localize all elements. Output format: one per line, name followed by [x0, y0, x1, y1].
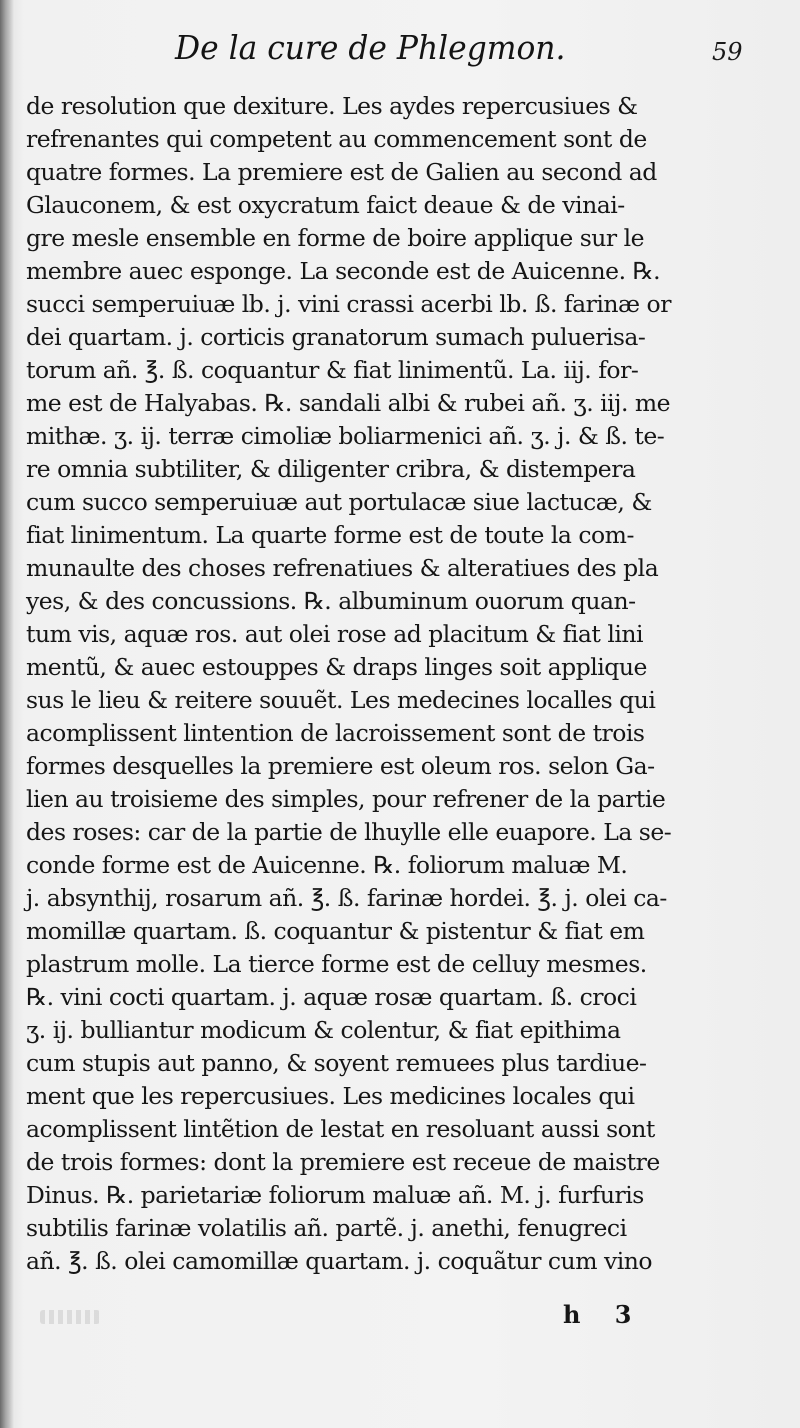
text-line: refrenantes qui competent au commencement sont de — [26, 125, 647, 153]
page-footer — [0, 1298, 800, 1338]
page-number: 59 — [712, 38, 743, 66]
text-line: sus le lieu & reitere souuẽt. Les medecines localles qui — [26, 686, 656, 714]
text-line: munaulte des choses refrenatiues & alteratiues des pla — [26, 554, 659, 582]
text-line: cum succo semperuiuæ aut portulacæ siue lactucæ, & — [26, 488, 652, 516]
text-line: momillæ quartam. ß. coquantur & pistentur & fiat em — [26, 917, 645, 945]
text-line: re omnia subtiliter, & diligenter cribra, & distempera — [26, 455, 636, 483]
text-block — [26, 90, 786, 1300]
binding-gutter-shadow — [0, 0, 14, 1428]
text-line: ℞. vini cocti quartam. j. aquæ rosæ quartam. ß. croci — [26, 983, 637, 1011]
text-line: ʒ. ij. bulliantur modicum & colentur, & fiat epithima — [26, 1016, 621, 1044]
text-line: añ. ℥. ß. olei camomillæ quartam. j. coquãtur cum vino — [26, 1247, 653, 1275]
text-line: plastrum molle. La tierce forme est de celluy mesmes. — [26, 950, 647, 978]
text-line: Glauconem, & est oxycratum faict deaue & de vinai- — [26, 191, 625, 219]
text-line: gre mesle ensemble en forme de boire applique sur le — [26, 224, 645, 252]
text-line: fiat linimentum. La quarte forme est de toute la com- — [26, 521, 634, 549]
text-line: yes, & des concussions. ℞. albuminum ouorum quan- — [26, 587, 636, 615]
text-line: acomplissent lintention de lacroissement sont de trois — [26, 719, 645, 747]
text-line: dei quartam. j. corticis granatorum sumach puluerisa- — [26, 323, 646, 351]
running-head: De la cure de Phlegmon. — [175, 28, 566, 67]
text-line: subtilis farinæ volatilis añ. partẽ. j. anethi, fenugreci — [26, 1214, 627, 1242]
text-line: lien au troisieme des simples, pour refrener de la partie — [26, 785, 666, 813]
text-line: Dinus. ℞. parietariæ foliorum maluæ añ. M. j. furfuris — [26, 1181, 644, 1209]
text-line: cum stupis aut panno, & soyent remuees plus tardiue- — [26, 1049, 647, 1077]
text-line: succi semperuiuæ lb. j. vini crassi acerbi lb. ß. farinæ or — [26, 290, 671, 318]
text-line: des roses: car de la partie de lhuylle elle euapore. La se- — [26, 818, 672, 846]
signature-mark: h 3 — [563, 1300, 632, 1329]
text-line: mentũ, & auec estouppes & draps linges soit applique — [26, 653, 647, 681]
text-line: acomplissent lintẽtion de lestat en resoluant aussi sont — [26, 1115, 655, 1143]
text-line: quatre formes. La premiere est de Galien au second ad — [26, 158, 657, 186]
text-line: me est de Halyabas. ℞. sandali albi & rubei añ. ʒ. iij. me — [26, 389, 671, 417]
text-line: j. absynthij, rosarum añ. ℥. ß. farinæ hordei. ℥. j. olei ca- — [26, 884, 667, 912]
text-line: tum vis, aquæ ros. aut olei rose ad placitum & fiat lini — [26, 620, 643, 648]
text-line: conde forme est de Auicenne. ℞. foliorum maluæ M. — [26, 851, 628, 879]
text-line: formes desquelles la premiere est oleum ros. selon Ga- — [26, 752, 655, 780]
text-line: ment que les repercusiues. Les medicines locales qui — [26, 1082, 635, 1110]
text-line: de trois formes: dont la premiere est receue de maistre — [26, 1148, 660, 1176]
text-line: mithæ. ʒ. ij. terræ cimoliæ boliarmenici añ. ʒ. j. & ß. te- — [26, 422, 665, 450]
page-header — [0, 18, 800, 78]
text-line: membre auec esponge. La seconde est de Auicenne. ℞. — [26, 257, 661, 285]
text-line: de resolution que dexiture. Les aydes repercusiues & — [26, 92, 638, 120]
text-line: torum añ. ℥. ß. coquantur & fiat linimentũ. La. iij. for- — [26, 356, 639, 384]
